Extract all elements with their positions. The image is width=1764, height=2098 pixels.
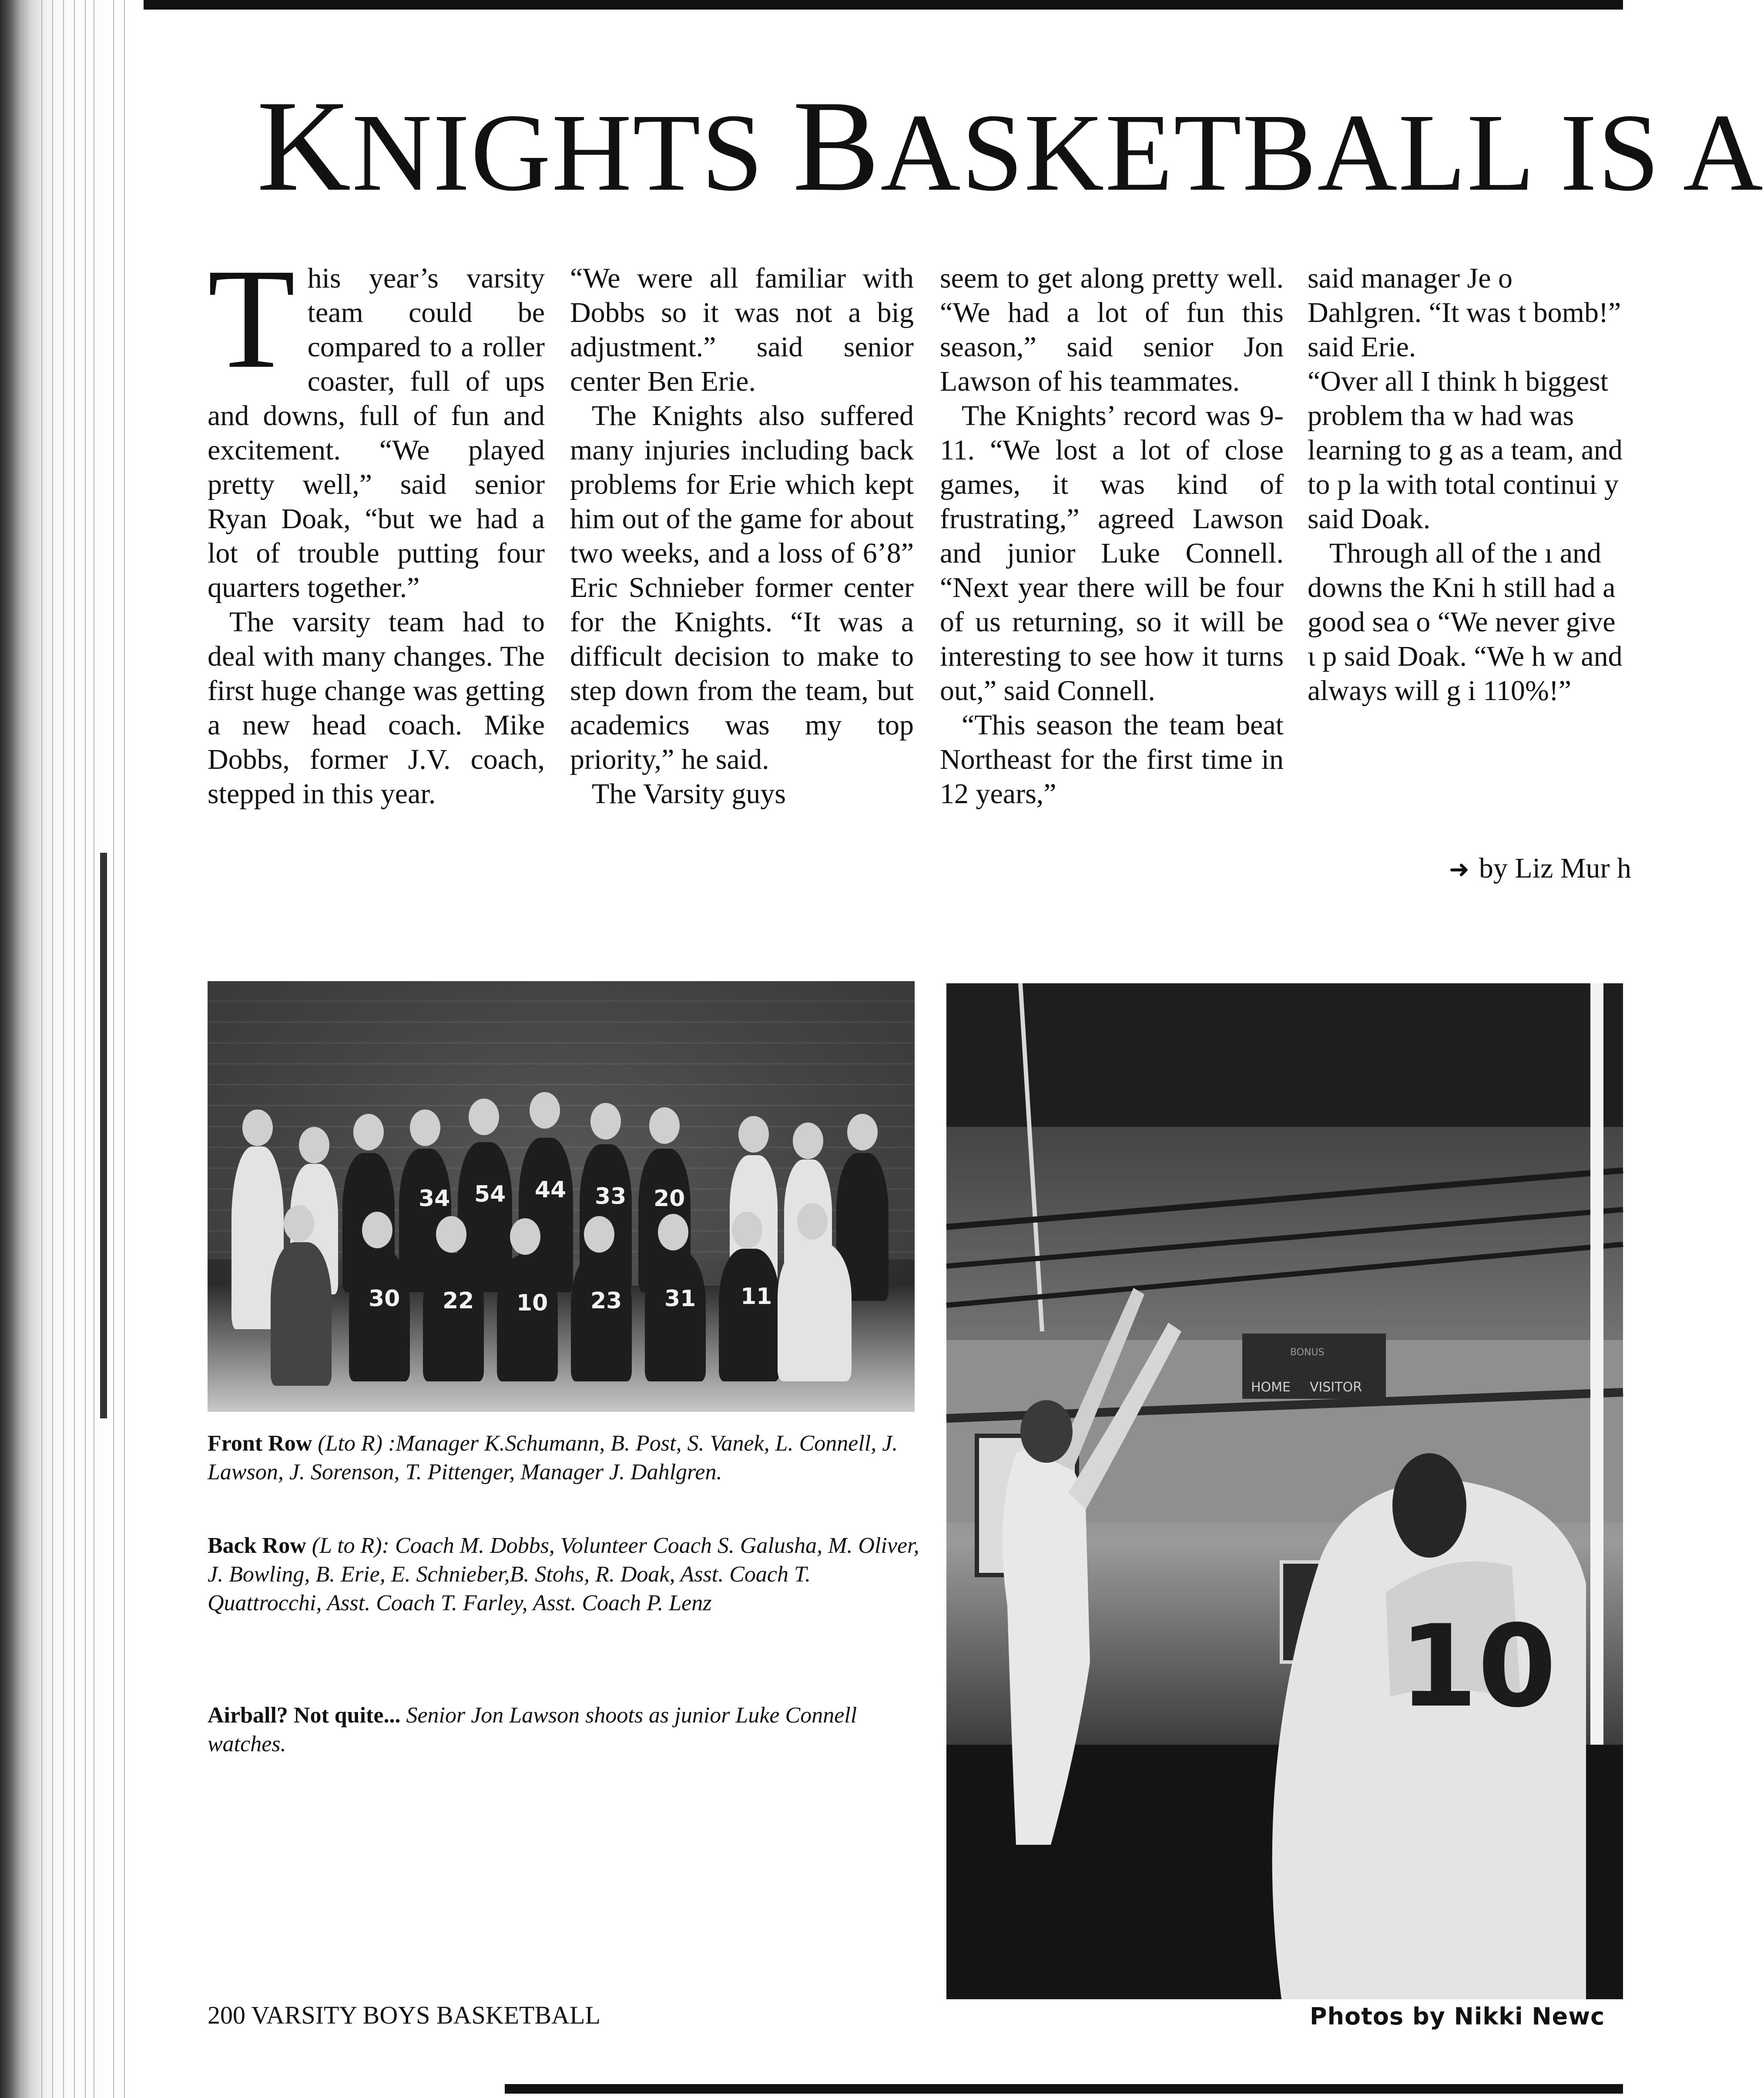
- scoreboard-home-label: HOME: [1251, 1380, 1291, 1395]
- page-title: KNIGHTS BASKETBALL IS A: [257, 74, 1764, 218]
- scoreboard-visitor-label: VISITOR: [1310, 1380, 1362, 1395]
- jersey-number: 10: [516, 1290, 548, 1316]
- jersey-number: 34: [419, 1186, 450, 1212]
- article-column-3: [940, 261, 1284, 811]
- top-edge-bar: [0, 0, 1623, 10]
- article-paragraph: Through all of the ı and downs the Kni h still had a good sea o “We never give ι p said Doak. “We h w and always will g i 110%!”: [1308, 537, 1623, 707]
- caption-action-photo: Airball? Not quite... Senior Jon Lawson shoots as junior Luke Connell watches.: [208, 1703, 857, 1756]
- article-paragraph: his year’s varsity team could be compared to a roller coaster, full of ups and downs, full of fun and excitement. “We played pretty well,” said senior Ryan Doak, “but we had a lot of trouble putting four quarters together.”: [208, 262, 545, 603]
- article-paragraph: The varsity team had to deal with many changes. The first huge change was getting a new head coach. Mike Dobbs, former J.V. coach, stepped in this year.: [208, 606, 545, 810]
- page-footer: [208, 2001, 600, 2030]
- title-cut-glyph: A: [1683, 91, 1764, 214]
- article-column-1: [208, 239, 545, 811]
- byline: ➜ by Liz Mur h: [1449, 852, 1632, 884]
- jersey-number: 11: [741, 1284, 772, 1310]
- spine-mark: [100, 853, 107, 1418]
- action-photo: [946, 983, 1623, 1999]
- article-paragraph: The Knights also suffered many injuries including back problems for Erie which kept him out of the game for about two weeks, and a loss of 6’8” Eric Schnieber former center for the Knights. “It was a difficult decision to make to step down from the team, but academics was my top priority,” he said.: [570, 400, 914, 775]
- caption-back-row: Back Row (L to R): Coach M. Dobbs, Volunteer Coach S. Galusha, M. Oliver, J. Bowling, B. Erie, E. Schnieber,B. Stohs, R. Doak, Asst. Coach T. Quattrocchi, Asst. Coach T. Farley, Asst. Coach P. Lenz: [208, 1533, 919, 1615]
- article-paragraph: “This season the team beat Northeast for the first time in 12 years,”: [940, 709, 1284, 810]
- article-column-2: [570, 261, 914, 811]
- article-paragraph: The Knights’ record was 9-11. “We lost a lot of close games, it was kind of frustrating,” agreed Lawson and junior Luke Connell. “Next year there will be four of us returning, so it will be interesting to see how it turns out,” said Connell.: [940, 400, 1284, 707]
- jersey-number: 31: [664, 1286, 696, 1312]
- team-photo: [208, 981, 915, 1412]
- jersey-number: 33: [595, 1183, 627, 1210]
- jersey-number: 54: [474, 1181, 506, 1207]
- page-number: 200: [208, 2001, 245, 2029]
- action-jersey-number: 10: [1399, 1601, 1556, 1733]
- drop-cap: T: [208, 239, 295, 398]
- section-label: VARSITY BOYS BASKETBALL: [251, 2001, 600, 2029]
- article-paragraph: The Varsity guys: [592, 778, 786, 810]
- book-spine: [0, 0, 144, 2098]
- scoreboard-bonus-label: BONUS: [1290, 1347, 1325, 1358]
- article-paragraph: seem to get along pretty well. “We had a lot of fun this season,” said senior Jon Lawson of his teammates.: [940, 262, 1284, 397]
- jersey-number: 30: [369, 1286, 400, 1312]
- jersey-number: 44: [535, 1177, 567, 1203]
- article-paragraph: “Over all I think h biggest problem tha w had was learning to g as a team, and to p la with total continui y said Doak.: [1308, 365, 1623, 535]
- arrow-right-icon: ➜: [1449, 855, 1469, 884]
- jersey-number: 23: [590, 1288, 622, 1314]
- article-paragraph: said manager Je o Dahlgren. “It was t bomb!” said Erie.: [1308, 262, 1621, 363]
- caption-front-row: Front Row (Lto R) :Manager K.Schumann, B. Post, S. Vanek, L. Connell, J. Lawson, J. Sorenson, T. Pittenger, Manager J. Dahlgren.: [208, 1431, 898, 1485]
- photo-credit: Photos by Nikki Newc: [1310, 2003, 1605, 2030]
- article-paragraph: “We were all familiar with Dobbs so it was not a big adjustment.” said senior center Ben Erie.: [570, 262, 914, 397]
- jersey-number: 22: [443, 1288, 474, 1314]
- jersey-number: 20: [654, 1186, 685, 1212]
- article-column-4: [1308, 261, 1623, 883]
- bottom-edge-bar: [505, 2084, 1623, 2094]
